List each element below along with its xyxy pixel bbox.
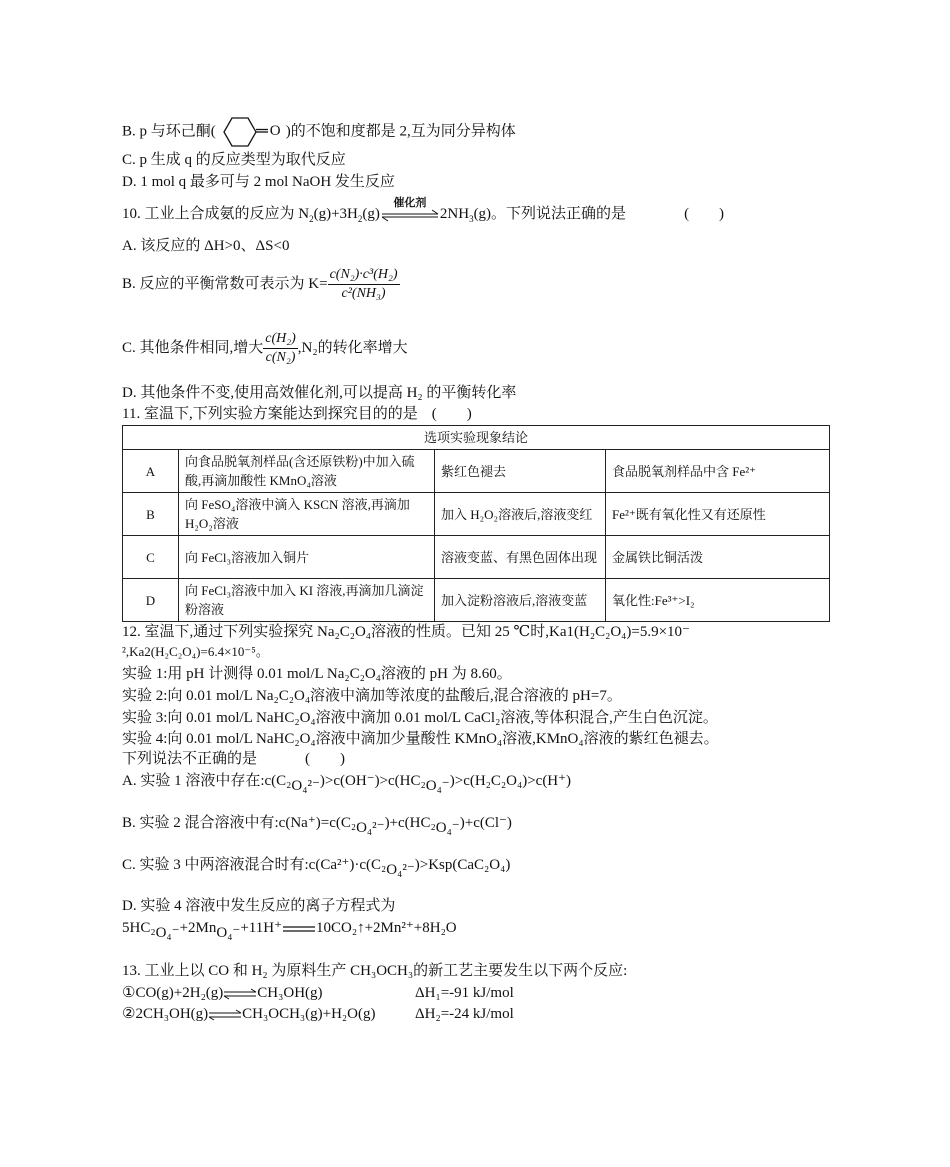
q12-ionic-equation: 5HC₂O₄⁻+2MnO₄⁻+11H⁺ 10CO₂↑+2Mn²⁺+8H₂O xyxy=(122,920,457,941)
table-header-row xyxy=(123,426,830,450)
q13-enthalpy-1: ΔH₁=-91 kJ/mol xyxy=(415,985,514,1001)
concentration-ratio-fraction: $\frac{\text{c(H₂)}}{\text{c(N₂)}}$ xyxy=(265,331,296,365)
q9-option-d: D. 1 mol q 最多可与 2 mol NaOH 发生反应 xyxy=(122,174,395,190)
q11-answer-blank[interactable]: ( ) xyxy=(431,406,472,422)
q13-stem: 13. 工业上以 CO 和 H₂ 为原料生产 CH₃OCH₃的新工艺主要发生以下两个反应: xyxy=(122,963,628,979)
q13-reaction-1: ①CO(g)+2H₂(g) CH₃OH(g) xyxy=(122,985,323,1001)
table-row: B 向 FeSO₄溶液中滴入 KSCN 溶液,再滴加 H₂O₂溶液 加入 H₂O₂溶液后,溶液变红 Fe²⁺既有氧化性又有还原性 xyxy=(123,493,830,536)
table-row: D 向 FeCl₃溶液中加入 KI 溶液,再滴加几滴淀粉溶液 加入淀粉溶液后,溶液变蓝 氧化性:Fe³⁺>I₂ xyxy=(123,579,830,622)
catalyst-label: 催化剂 xyxy=(393,196,427,209)
q9-option-b: B. p 与环己酮( O )的不饱和度都是 2,互为同分异构体 xyxy=(122,113,516,151)
reversible-arrow-icon xyxy=(380,196,440,225)
q13-reaction-2: ②2CH₃OH(g) CH₃OCH₃(g)+H₂O(g) xyxy=(122,1006,376,1022)
q13-enthalpy-2: ΔH₂=-24 kJ/mol xyxy=(415,1006,514,1022)
q12-experiment-2: 实验 2:向 0.01 mol/L Na₂C₂O₄溶液中滴加等浓度的盐酸后,混合溶液的 pH=7。 xyxy=(122,688,622,704)
experiment-table xyxy=(122,425,830,622)
cyclohexanone-structure-icon xyxy=(218,113,284,151)
ketone-oxygen-label: O xyxy=(269,123,281,139)
q12-option-c: C. 实验 3 中两溶液混合时有:c(Ca²⁺)·c(C₂O₄²⁻)>Ksp(CaC₂O₄) xyxy=(122,857,511,878)
table-header: 选项实验现象结论 xyxy=(123,426,830,450)
q12-answer-blank[interactable]: ( ) xyxy=(305,751,346,767)
q11-stem: 11. 室温下,下列实验方案能达到探究目的的是 ( ) xyxy=(122,406,472,422)
q10-option-a: A. 该反应的 ΔH>0、ΔS<0 xyxy=(122,238,290,254)
reversible-arrow-icon xyxy=(223,988,257,1000)
q9-option-c: C. p 生成 q 的反应类型为取代反应 xyxy=(122,152,346,168)
q10-stem: 10. 工业上合成氨的反应为 $N_2(g)+3H_2(g)$ 催化剂 $2NH_3(g)$。下列说法正确的是 ( ) xyxy=(122,204,724,229)
q12-option-a: A. 实验 1 溶液中存在:c(C₂O₄²⁻)>c(OH⁻)>c(HC₂O₄⁻)>c(H₂C₂O₄)>c(H⁺) xyxy=(122,773,572,794)
q12-experiment-4: 实验 4:向 0.01 mol/L NaHC₂O₄溶液中滴加少量酸性 KMnO₄溶液,KMnO₄溶液的紫红色褪去。 xyxy=(122,731,719,747)
q12-stem-line2: ²,Ka2(H₂C₂O₄)=6.4×10⁻⁵。 xyxy=(122,644,269,659)
q10-answer-blank[interactable]: ( ) xyxy=(684,206,725,222)
q12-option-d: D. 实验 4 溶液中发生反应的离子方程式为 xyxy=(122,898,396,914)
equals-arrow-icon xyxy=(282,923,316,935)
reversible-arrow-icon xyxy=(208,1009,242,1021)
q12-stem-line1: 12. 室温下,通过下列实验探究 Na₂C₂O₄溶液的性质。已知 25 ℃时,Ka1(H₂C₂O₄)=5.9×10⁻ xyxy=(122,624,690,640)
q10-option-b: B. 反应的平衡常数可表示为 K= $\frac{\text{c(N₂)·c³(H₂)}}{\text{c²(NH₃)}}$ xyxy=(122,267,398,301)
q12-experiment-1: 实验 1:用 pH 计测得 0.01 mol/L Na₂C₂O₄溶液的 pH 为 8.60。 xyxy=(122,666,512,682)
table-row: A 向食品脱氧剂样品(含还原铁粉)中加入硫酸,再滴加酸性 KMnO₄溶液 紫红色褪去 食品脱氧剂样品中含 Fe²⁺ xyxy=(123,450,830,493)
q12-ask: 下列说法不正确的是 ( ) xyxy=(122,751,346,767)
q12-experiment-3: 实验 3:向 0.01 mol/L NaHC₂O₄溶液中滴加 0.01 mol/L CaCl₂溶液,等体积混合,产生白色沉淀。 xyxy=(122,710,718,726)
q12-option-b: B. 实验 2 混合溶液中有:c(Na⁺)=c(C₂O₄²⁻)+c(HC₂O₄⁻)+c(Cl⁻) xyxy=(122,815,512,836)
equilibrium-constant-fraction: $\frac{\text{c(N₂)·c³(H₂)}}{\text{c²(NH₃)}}$ xyxy=(329,267,398,301)
table-row: C 向 FeCl₃溶液加入铜片 溶液变蓝、有黑色固体出现 金属铁比铜活泼 xyxy=(123,536,830,579)
q10-option-d: D. 其他条件不变,使用高效催化剂,可以提高 H₂ 的平衡转化率 xyxy=(122,385,517,401)
q10-option-c: C. 其他条件相同,增大 $\frac{\text{c(H₂)}}{\text{c(N₂)}}$ ,N₂的转化率增大 xyxy=(122,331,408,365)
